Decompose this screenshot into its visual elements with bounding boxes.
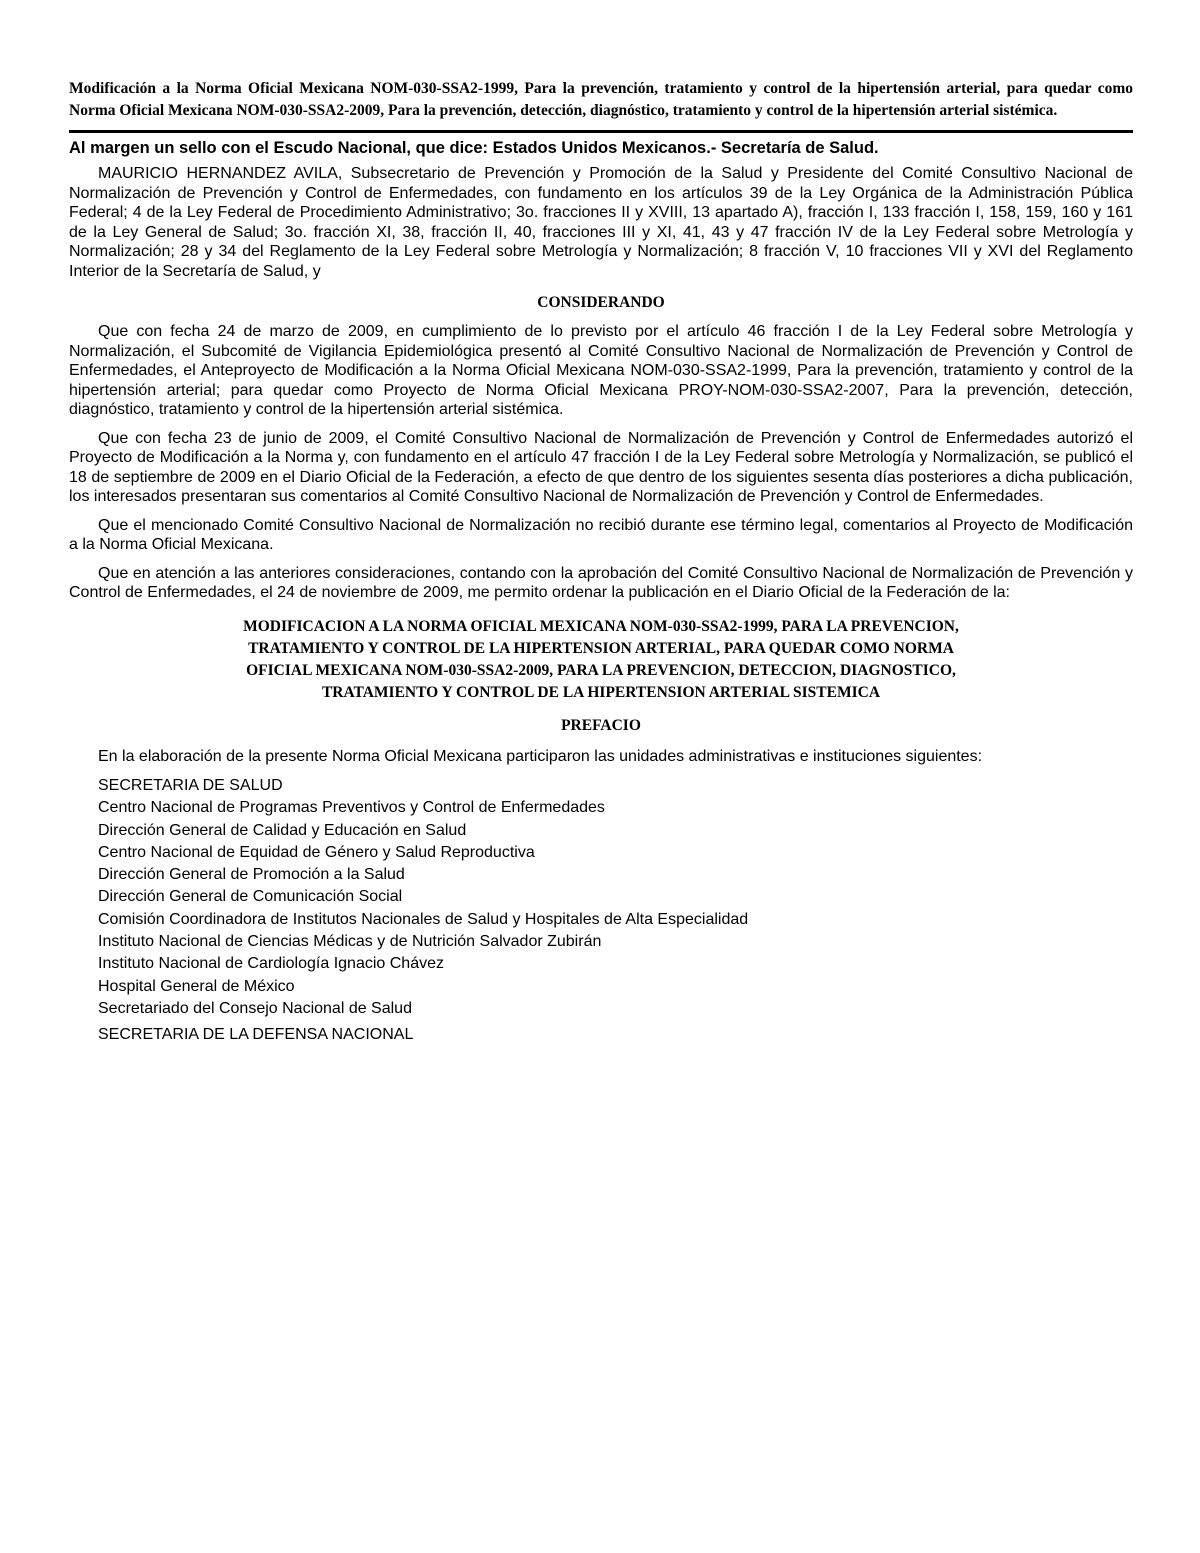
defensa-list bbox=[69, 1024, 1133, 1046]
list-item: Centro Nacional de Equidad de Género y Salud Reproductiva bbox=[98, 843, 535, 861]
list-item: Dirección General de Promoción a la Salud bbox=[98, 866, 405, 884]
prefacio-intro: En la elaboración de la presente Norma Oficial Mexicana participaron las unidades administrativas e instituciones siguientes: bbox=[98, 747, 983, 765]
title-divider bbox=[69, 130, 1133, 133]
considerando-paragraph-4: Que en atención a las anteriores consideraciones, contando con la aprobación del Comité Consultivo Nacional de Normalización de Prevención y Control de Enfermedades, el 24 de noviembre de 2009, me permito ordenar la publicación en el Diario Oficial de la Federación de la: bbox=[69, 564, 1133, 601]
list-item: Instituto Nacional de Ciencias Médicas y de Nutrición Salvador Zubirán bbox=[98, 933, 602, 951]
considerando-paragraph-1: Que con fecha 24 de marzo de 2009, en cumplimiento de lo previsto por el artículo 46 fracción I de la Ley Federal sobre Metrología y Normalización, el Subcomité de Vigilancia Epidemiológica presentó al Comité Consultivo Nacional de Normalización de Prevención y Control de Enfermedades, el Anteproyecto de Modificación a la Norma Oficial Mexicana NOM-030-SSA2-1999, Para la prevención, tratamiento y control de la hipertensión arterial; para quedar como Proyecto de Norma Oficial Mexicana PROY-NOM-030-SSA2-2007, Para la prevención, detección, diagnóstico, tratamiento y control de la hipertensión arterial sistémica. bbox=[69, 323, 1133, 418]
modificacion-heading-line: TRATAMIENTO Y CONTROL DE LA HIPERTENSION ARTERIAL SISTEMICA bbox=[321, 683, 881, 701]
list-item: Instituto Nacional de Cardiología Ignacio Chávez bbox=[98, 955, 444, 973]
document-title: Modificación a la Norma Oficial Mexicana NOM-030-SSA2-1999, Para la prevención, tratamiento y control de la hipertensión arterial, para quedar como Norma Oficial Mexicana NOM-030-SSA2-2009, Para la prevención, detección, diagnóstico, tratamiento y control de la hipertensión arterial sistémica. bbox=[69, 80, 1133, 119]
secretaria-defensa-heading: SECRETARIA DE LA DEFENSA NACIONAL bbox=[98, 1026, 414, 1044]
list-item: Comisión Coordinadora de Institutos Nacionales de Salud y Hospitales de Alta Especialidad bbox=[98, 910, 749, 928]
list-item: Dirección General de Comunicación Social bbox=[98, 888, 403, 906]
list-item: Centro Nacional de Programas Preventivos y Control de Enfermedades bbox=[98, 799, 605, 817]
modificacion-heading-line: MODIFICACION A LA NORMA OFICIAL MEXICANA NOM-030-SSA2-1999, PARA LA PREVENCION, bbox=[243, 617, 959, 635]
list-item: Dirección General de Calidad y Educación en Salud bbox=[98, 821, 467, 839]
modificacion-heading-line: OFICIAL MEXICANA NOM-030-SSA2-2009, PARA LA PREVENCION, DETECCION, DIAGNOSTICO, bbox=[246, 661, 956, 679]
modificacion-heading-line: TRATAMIENTO Y CONTROL DE LA HIPERTENSION ARTERIAL, PARA QUEDAR COMO NORMA bbox=[248, 639, 954, 657]
secretaria-salud-heading: SECRETARIA DE SALUD bbox=[98, 777, 283, 794]
considerando-paragraph-2: Que con fecha 23 de junio de 2009, el Comité Consultivo Nacional de Normalización de Prevención y Control de Enfermedades autorizó el Proyecto de Modificación a la Norma y, con fundamento en el artículo 47 fracción I de la Ley Federal sobre Metrología y Normalización, se publicó el 18 de septiembre de 2009 en el Diario Oficial de la Federación, a efecto de que dentro de los siguientes sesenta días posteriores a dicha publicación, los interesados presentaran sus comentarios al Comité Consultivo Nacional de Normalización de Prevención y Control de Enfermedades. bbox=[69, 429, 1133, 505]
considerando-heading: CONSIDERANDO bbox=[537, 294, 665, 311]
considerando-paragraph-3: Que el mencionado Comité Consultivo Nacional de Normalización no recibió durante ese término legal, comentarios al Proyecto de Modificación a la Norma Oficial Mexicana. bbox=[69, 516, 1133, 553]
list-item: Secretariado del Consejo Nacional de Salud bbox=[98, 999, 412, 1017]
prefacio-heading: PREFACIO bbox=[561, 716, 641, 734]
modificacion-heading bbox=[69, 616, 1133, 704]
sello-line: Al margen un sello con el Escudo Nacional, que dice: Estados Unidos Mexicanos.- Secretaría de Salud. bbox=[69, 139, 879, 157]
list-item: Hospital General de México bbox=[98, 977, 295, 995]
document-page bbox=[69, 78, 1133, 1047]
intro-paragraph: MAURICIO HERNANDEZ AVILA, Subsecretario de Prevención y Promoción de la Salud y Presidente del Comité Consultivo Nacional de Normalización de Prevención y Control de Enfermedades, con fundamento en los artículos 39 de la Ley Orgánica de la Administración Pública Federal; 4 de la Ley Federal de Procedimiento Administrativo; 3o. fracciones II y XVIII, 13 apartado A), fracción I, 133 fracción I, 158, 159, 160 y 161 de la Ley General de Salud; 3o. fracción XI, 38, fracción II, 40, fracciones III y XI, 41, 43 y 47 fracción IV de la Ley Federal sobre Metrología y Normalización; 28 y 34 del Reglamento de la Ley Federal sobre Metrología y Normalización; 8 fracción V, 10 fracciones VII y XVI del Reglamento Interior de la Secretaría de Salud, y bbox=[69, 165, 1133, 280]
institution-list bbox=[69, 775, 1133, 1020]
